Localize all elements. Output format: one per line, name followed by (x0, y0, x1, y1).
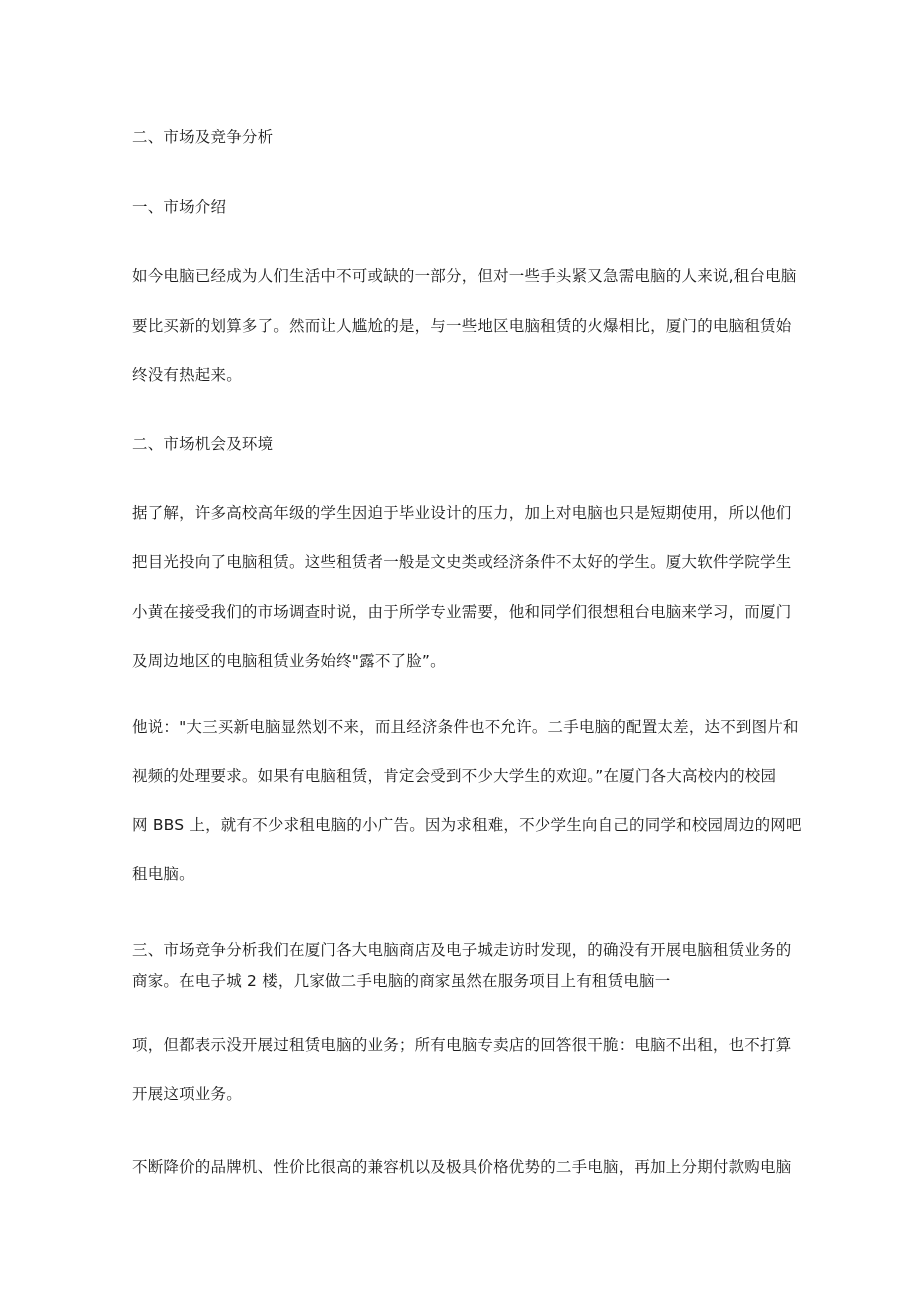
paragraph-line: 视频的处理要求。如果有电脑租赁，肯定会受到不少大学生的欢迎。”在厦门各大高校内的校园 (132, 767, 777, 785)
paragraph-line: 他说："大三买新电脑显然划不来，而且经济条件也不允许。二手电脑的配置太差，达不到图片和 (132, 718, 799, 736)
subheading-market-intro: 一、市场介绍 (132, 198, 227, 216)
paragraph-line: 商家。在电子城 2 楼，几家做二手电脑的商家虽然在服务项目上有租赁电脑一 (132, 972, 671, 990)
paragraph-line: 网 BBS 上，就有不少求租电脑的小广告。因为求租难，不少学生向自己的同学和校园周边的网吧 (132, 816, 802, 834)
paragraph-line: 如今电脑已经成为人们生活中不可或缺的一部分，但对一些手头紧又急需电脑的人来说,租台电脑 (132, 267, 797, 285)
paragraph-line: 据了解，许多高校高年级的学生因迫于毕业设计的压力，加上对电脑也只是短期使用，所以他们 (132, 504, 792, 522)
section-heading-market-competition: 二、市场及竞争分析 (132, 128, 274, 146)
paragraph-line: 要比买新的划算多了。然而让人尴尬的是，与一些地区电脑租赁的火爆相比，厦门的电脑租赁始 (132, 317, 792, 335)
paragraph-line: 租电脑。 (132, 865, 195, 883)
paragraph-line: 小黄在接受我们的市场调查时说，由于所学专业需要，他和同学们很想租台电脑来学习，而厦门 (132, 603, 792, 621)
paragraph-line: 及周边地区的电脑租赁业务始终"露不了脸”。 (132, 652, 446, 670)
paragraph-line: 不断降价的品牌机、性价比很高的兼容机以及极具价格优势的二手电脑，再加上分期付款购电脑 (132, 1158, 792, 1176)
paragraph-line: 项，但都表示没开展过租赁电脑的业务；所有电脑专卖店的回答很干脆：电脑不出租，也不打算 (132, 1036, 792, 1054)
paragraph-line: 三、市场竞争分析我们在厦门各大电脑商店及电子城走访时发现，的确没有开展电脑租赁业务的 (132, 941, 792, 959)
paragraph-line: 开展这项业务。 (132, 1085, 242, 1103)
paragraph-line: 终没有热起来。 (132, 366, 242, 384)
subheading-market-opportunity: 二、市场机会及环境 (132, 435, 274, 453)
paragraph-line: 把目光投向了电脑租赁。这些租赁者一般是文史类或经济条件不太好的学生。厦大软件学院学生 (132, 553, 792, 571)
